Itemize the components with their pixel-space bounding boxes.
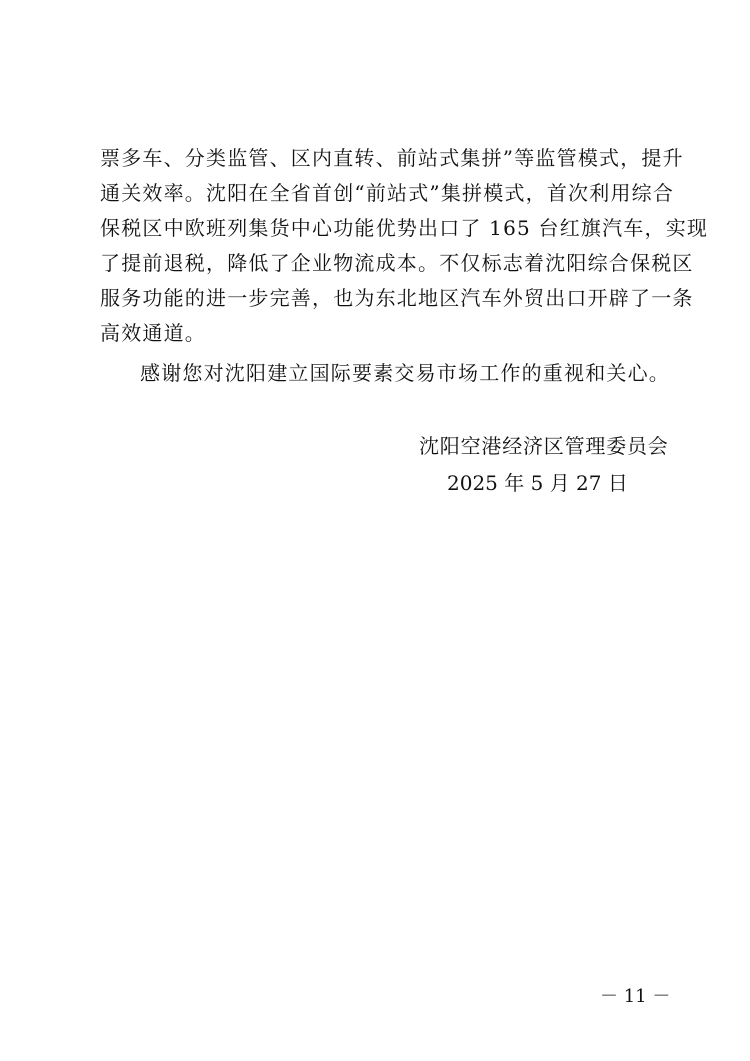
paragraph-line: 通关效率。沈阳在全省首创“前站式”集拼模式，首次利用综合 — [100, 181, 675, 205]
paragraph-line: 了提前退税，降低了企业物流成本。不仅标志着沈阳综合保税区 — [100, 251, 694, 275]
paragraph-line: 票多车、分类监管、区内直转、前站式集拼”等监管模式，提升 — [100, 146, 684, 170]
paragraph-line: 保税区中欧班列集货中心功能优势出口了 165 台红旗汽车，实现 — [100, 216, 709, 240]
body-paragraph-1 — [100, 141, 709, 351]
signature-date: 2025 年 5 月 27 日 — [447, 471, 628, 495]
page-number: － 11 － — [600, 986, 671, 1007]
paragraph-line: 高效通道。 — [100, 321, 206, 345]
body-paragraph-2: 感谢您对沈阳建立国际要素交易市场工作的重视和关心。 — [140, 361, 670, 385]
paragraph-line: 服务功能的进一步完善，也为东北地区汽车外贸出口开辟了一条 — [100, 286, 694, 310]
signature-organization: 沈阳空港经济区管理委员会 — [419, 434, 669, 458]
